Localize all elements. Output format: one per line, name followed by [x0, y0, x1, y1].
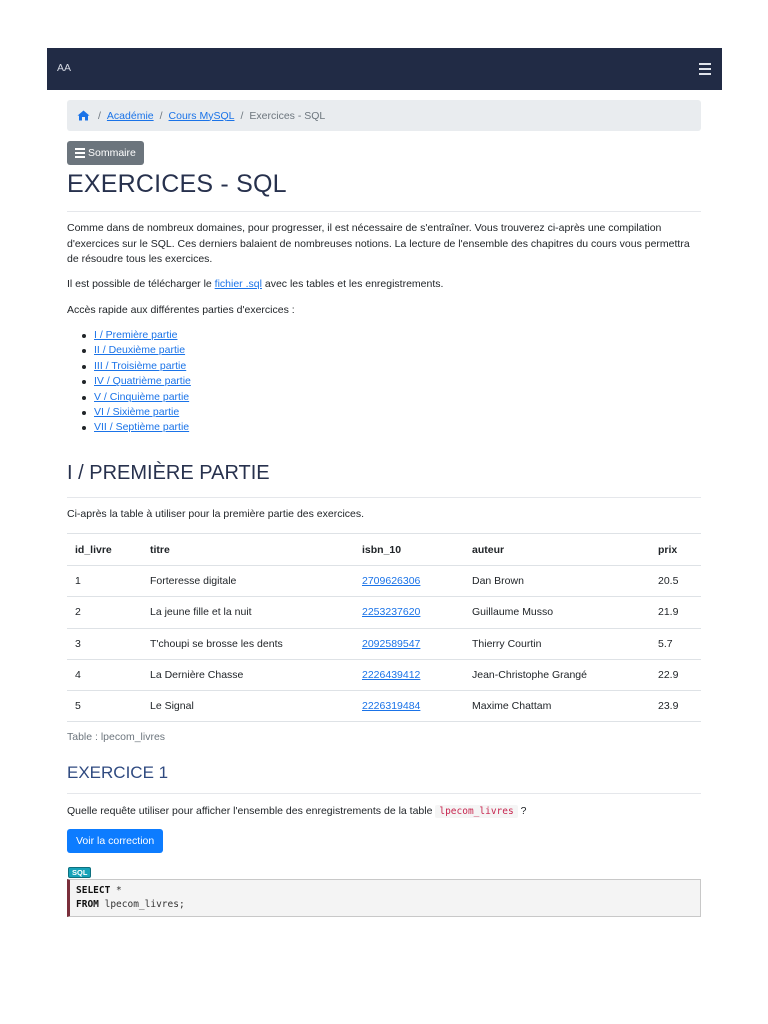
cell-isbn	[354, 659, 464, 690]
download-sql-link[interactable]: fichier .sql	[214, 278, 262, 290]
cell-auteur: Guillaume Musso	[464, 597, 650, 628]
sql-text: lpecom_livres;	[98, 899, 185, 910]
isbn-link[interactable]: 2253237620	[362, 606, 421, 619]
table-row	[67, 566, 701, 597]
table-name-code: lpecom_livres	[435, 805, 517, 818]
cell-prix: 20.5	[650, 566, 701, 597]
toc-list	[81, 329, 191, 437]
table-row	[67, 628, 701, 659]
cell-isbn	[354, 691, 464, 722]
exercise-divider	[67, 793, 701, 794]
column-header: prix	[650, 534, 701, 566]
list-item	[81, 391, 191, 406]
table-caption: Table : lpecom_livres	[67, 731, 166, 743]
cell-auteur: Maxime Chattam	[464, 691, 650, 722]
list-item	[81, 360, 191, 375]
table-row	[67, 659, 701, 690]
livres-table	[67, 533, 701, 722]
cell-titre: Forteresse digitale	[142, 566, 354, 597]
isbn-link[interactable]: 2092589547	[362, 637, 421, 650]
cell-titre: La jeune fille et la nuit	[142, 597, 354, 628]
cell-id: 1	[67, 566, 142, 597]
exercise-question	[67, 805, 526, 817]
quick-access-label: Accès rapide aux différentes parties d'exercices :	[67, 304, 295, 316]
cell-prix: 23.9	[650, 691, 701, 722]
column-header: isbn_10	[354, 534, 464, 566]
cell-id: 3	[67, 628, 142, 659]
cell-titre: Le Signal	[142, 691, 354, 722]
cell-prix: 22.9	[650, 659, 701, 690]
sql-language-badge: SQL	[68, 867, 91, 878]
breadcrumb-academie[interactable]: Académie	[106, 109, 154, 122]
cell-prix: 21.9	[650, 597, 701, 628]
isbn-link[interactable]: 2226439412	[362, 669, 421, 682]
brand-logo[interactable]: AA	[57, 62, 72, 74]
title-divider	[67, 211, 701, 212]
intro-paragraph: Comme dans de nombreux domaines, pour progresser, il est nécessaire de s'entraîner. Vous trouverez ci-après une compilation d'exercices sur le SQL. Ces derniers balaient de nombreuses notions. La lecture de l'ensemble des chapitres du cours vous permettra de résoudre tous les exercices.	[67, 222, 690, 265]
cell-titre: T'choupi se brosse les dents	[142, 628, 354, 659]
section-title: I / PREMIÈRE PARTIE	[67, 462, 270, 484]
download-prefix: Il est possible de télécharger le	[67, 278, 215, 290]
cell-isbn	[354, 597, 464, 628]
toc-link-part-3[interactable]: III / Troisième partie	[94, 359, 187, 372]
hamburger-icon[interactable]	[698, 60, 712, 76]
sql-code-block	[67, 879, 701, 917]
main-content	[67, 100, 701, 910]
list-item	[81, 421, 191, 436]
cell-id: 5	[67, 691, 142, 722]
show-correction-button[interactable]: Voir la correction	[67, 829, 163, 853]
sql-keyword: SELECT	[76, 885, 111, 896]
cell-isbn	[354, 566, 464, 597]
isbn-link[interactable]: 2709626306	[362, 575, 421, 588]
list-item	[81, 329, 191, 344]
table-row	[67, 597, 701, 628]
table-intro: Ci-après la table à utiliser pour la première partie des exercices.	[67, 508, 365, 520]
breadcrumb-current: Exercices - SQL	[249, 109, 326, 122]
sommaire-button[interactable]	[67, 141, 144, 165]
toc-link-part-2[interactable]: II / Deuxième partie	[94, 344, 186, 357]
list-item	[81, 375, 191, 390]
list-item	[81, 406, 191, 421]
toc-link-part-5[interactable]: V / Cinquième partie	[94, 390, 190, 403]
cell-isbn	[354, 628, 464, 659]
column-header: id_livre	[67, 534, 142, 566]
isbn-link[interactable]: 2226319484	[362, 700, 421, 713]
sql-keyword: FROM	[76, 899, 99, 910]
home-icon[interactable]	[77, 110, 90, 121]
bars-icon	[75, 146, 85, 160]
cell-id: 2	[67, 597, 142, 628]
toc-link-part-6[interactable]: VI / Sixième partie	[94, 405, 180, 418]
toc-link-part-1[interactable]: I / Première partie	[94, 329, 178, 341]
breadcrumb-separator: /	[159, 109, 163, 122]
toc-link-part-7[interactable]: VII / Septième partie	[94, 421, 190, 434]
question-text: Quelle requête utiliser pour afficher l'ensemble des enregistrements de la table	[67, 805, 436, 817]
column-header: auteur	[464, 534, 650, 566]
download-paragraph	[67, 278, 443, 290]
cell-titre: La Dernière Chasse	[142, 659, 354, 690]
question-suffix: ?	[517, 805, 527, 817]
download-suffix: avec les tables et les enregistrements.	[261, 278, 444, 290]
breadcrumb-separator: /	[240, 109, 244, 122]
breadcrumb-cours-mysql[interactable]: Cours MySQL	[168, 109, 235, 122]
exercise-title: EXERCICE 1	[67, 763, 169, 782]
cell-prix: 5.7	[650, 628, 701, 659]
column-header: titre	[142, 534, 354, 566]
table-header-row	[67, 534, 701, 566]
list-item	[81, 344, 191, 359]
cell-auteur: Dan Brown	[464, 566, 650, 597]
breadcrumb	[67, 100, 701, 131]
cell-auteur: Jean-Christophe Grangé	[464, 659, 650, 690]
page-title: EXERCICES - SQL	[67, 170, 287, 198]
toc-link-part-4[interactable]: IV / Quatrième partie	[94, 375, 191, 388]
cell-id: 4	[67, 659, 142, 690]
cell-auteur: Thierry Courtin	[464, 628, 650, 659]
breadcrumb-separator: /	[98, 109, 101, 122]
table-row	[67, 691, 701, 722]
section-divider	[67, 497, 701, 498]
sommaire-label: Sommaire	[88, 147, 136, 159]
sql-text: *	[110, 885, 122, 896]
code-line	[76, 884, 694, 898]
code-line	[76, 898, 694, 912]
top-navbar	[47, 48, 722, 90]
